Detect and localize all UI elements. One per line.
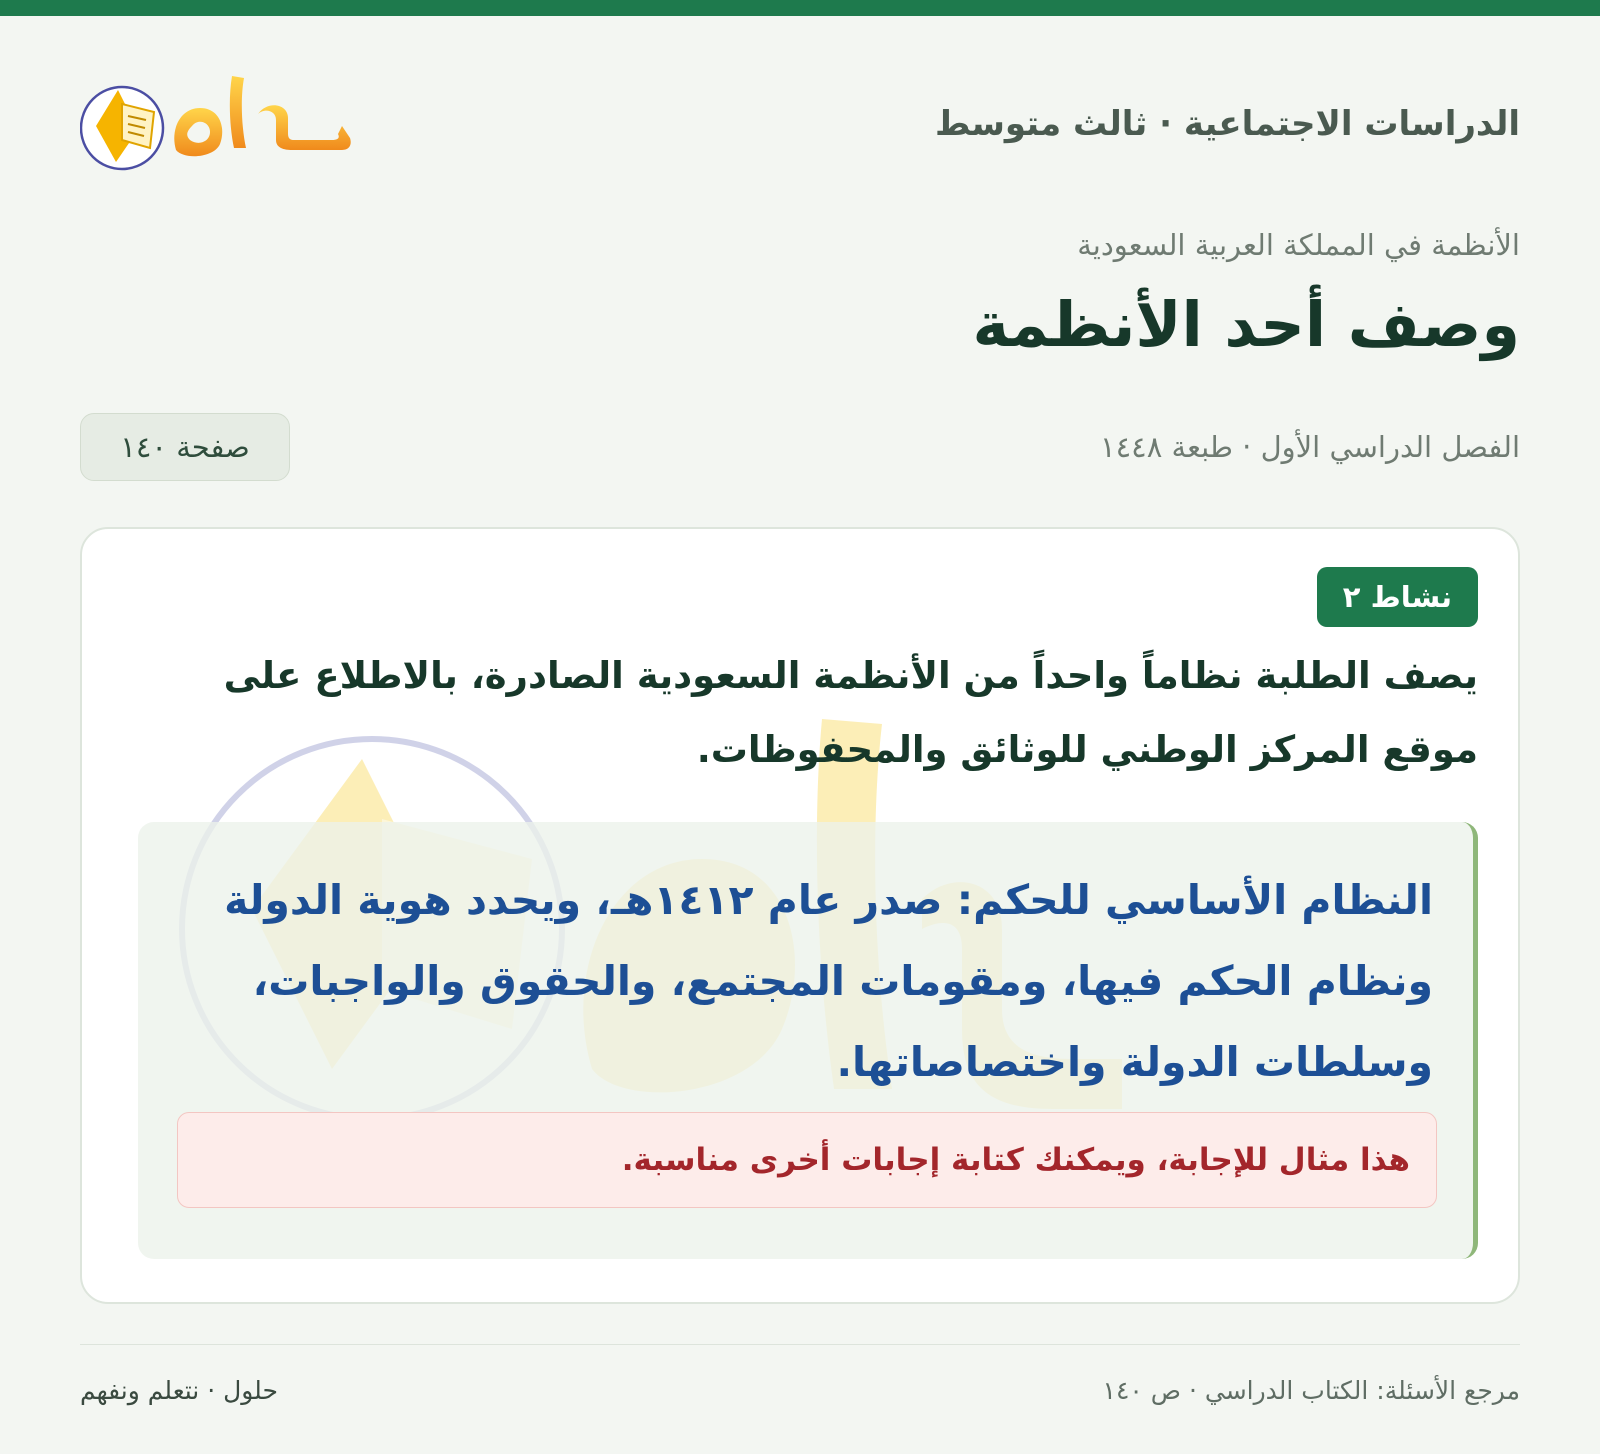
unit-title: الأنظمة في المملكة العربية السعودية: [1077, 228, 1520, 262]
semester-edition-label: الفصل الدراسي الأول · طبعة ١٤٤٨: [1100, 430, 1520, 464]
answer-note-box: [177, 1112, 1437, 1208]
answer-text: النظام الأساسي للحكم: صدر عام ١٤١٢هـ، ويحدد هوية الدولة ونظام الحكم فيها، ومقومات المجتمع، والحقوق والواجبات، وسلطات الدولة واختصاصاتها.: [224, 876, 1433, 1086]
answer-note-text: هذا مثال للإجابة، ويمكنك كتابة إجابات أخرى مناسبة.: [621, 1142, 1410, 1178]
page-header: [80, 70, 1520, 190]
answer-box: [138, 822, 1478, 1259]
footer-brand: حلول · نتعلم ونفهم: [80, 1376, 278, 1405]
activity-card: [80, 527, 1520, 1304]
lesson-title: وصف أحد الأنظمة: [972, 288, 1520, 361]
question-text: يصف الطلبة نظاماً واحداً من الأنظمة السعودية الصادرة، بالاطلاع على موقع المركز الوطني للوثائق والمحفوظات.: [223, 654, 1478, 771]
footer-divider: [80, 1344, 1520, 1345]
hulul-logo[interactable]: [80, 70, 360, 190]
page-number-badge: صفحة ١٤٠: [80, 413, 290, 481]
activity-badge: نشاط ٢: [1317, 567, 1478, 627]
footer-reference: مرجع الأسئلة: الكتاب الدراسي · ص ١٤٠: [1102, 1376, 1520, 1405]
subject-grade-label: الدراسات الاجتماعية · ثالث متوسط: [935, 104, 1520, 144]
top-accent-bar: [0, 0, 1600, 16]
